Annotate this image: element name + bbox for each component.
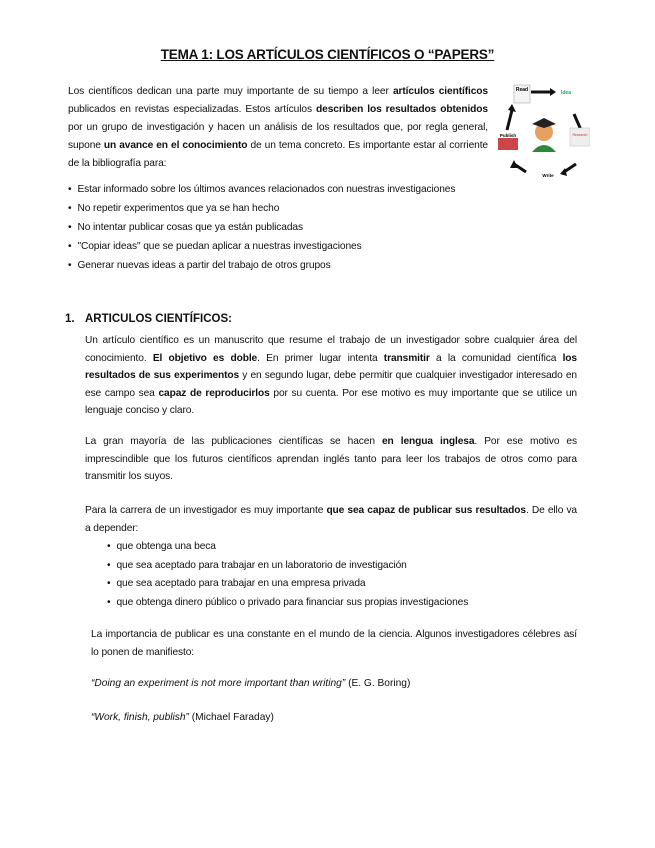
bold-text: artículos científicos (392, 86, 488, 97)
paragraph-ingles (85, 433, 577, 486)
bullet-item: • que sea aceptado para trabajar en un laboratorio de investigación (107, 560, 407, 571)
text-run: Para la carrera de un investigador es muy importante (85, 505, 327, 516)
text-run: Un artículo científico es un manuscrito que resume el trabajo de un investigador sobre cualquier área del conocimiento. (85, 335, 577, 364)
quote-boring (91, 678, 410, 689)
text-run: La importancia de publicar es una constante en el mundo de la ciencia. Algunos investigadores célebres así lo ponen de manifiesto: (91, 629, 577, 658)
label-research: Research (572, 133, 588, 137)
text-run: . Por ese motivo es imprescindible que los futuros científicos aprendan inglés tanto para leer los trabajos de otros como para transmitir los suyos. (85, 436, 577, 482)
bullet-item: • Generar nuevas ideas a partir del trabajo de otros grupos (68, 260, 331, 271)
bold-text: un avance en el conocimiento (103, 140, 248, 151)
bold-text: los resultados de sus experimentos (85, 352, 577, 381)
text-run: y en segundo lugar, debe permitir que cualquier investigador interesado en ese campo sea (85, 370, 577, 399)
quote-author: (Michael Faraday) (188, 712, 274, 723)
quote-author: (E. G. Boring) (345, 678, 411, 689)
bullet-item: • que sea aceptado para trabajar en una empresa privada (107, 578, 365, 589)
section-heading (65, 313, 232, 325)
text-run: de un tema concreto. Es importante estar al corriente de la bibliografía para: (68, 140, 488, 169)
bold-text: El objetivo es doble (152, 352, 258, 364)
quote-faraday (91, 712, 274, 723)
text-run: a la comunidad científica (429, 352, 563, 364)
bullet-item: • que obtenga una beca (107, 541, 216, 552)
bullet-item: • "Copiar ideas" que se puedan aplicar a nuestras investigaciones (68, 241, 362, 252)
bold-text: describen los resultados obtenidos (316, 104, 488, 115)
text-run: . En primer lugar intenta (257, 352, 384, 364)
paragraph-importancia (91, 626, 577, 661)
bold-text: transmitir (383, 352, 430, 364)
paragraph-articulo (85, 332, 577, 420)
intro-paragraph (68, 83, 488, 173)
bullet-item: • No repetir experimentos que ya se han hecho (68, 203, 279, 214)
text-run: por su cuenta. Por ese motivo es muy importante que se utilice un lenguaje conciso y claro. (85, 387, 577, 416)
bold-text: capaz de reproducirlos (158, 387, 270, 399)
label-publish: Publish (499, 133, 517, 138)
research-cycle-image (498, 80, 590, 180)
section-number: 1. (65, 313, 75, 325)
bold-text: en lengua inglesa (381, 436, 475, 447)
text-run: . De ello va a depender: (85, 505, 577, 534)
quote-text: “Doing an experiment is not more important than writing” (91, 678, 346, 689)
label-write: Write (542, 173, 554, 178)
bullet-item: • que obtenga dinero público o privado para financiar sus propias investigaciones (107, 597, 468, 608)
label-read: Read (515, 87, 529, 93)
label-idea: Idea (560, 90, 572, 96)
text-run: por un grupo de investigación y hacen un análisis de los resultados que, por regla general, supone (68, 122, 488, 151)
text-run: La gran mayoría de las publicaciones científicas se hacen (85, 436, 382, 447)
quote-text: “Work, finish, publish” (91, 712, 189, 723)
bullet-item: • No intentar publicar cosas que ya están publicadas (68, 222, 303, 233)
page-title: TEMA 1: LOS ARTÍCULOS CIENTÍFICOS O “PAPERS” (160, 47, 495, 62)
bold-text: que sea capaz de publicar sus resultados (326, 505, 526, 516)
bullet-item: • Estar informado sobre los últimos avances relacionados con nuestras investigaciones (68, 184, 455, 195)
section-title: ARTICULOS CIENTÍFICOS: (85, 313, 232, 325)
text-run: publicados en revistas especializadas. Estos artículos (68, 104, 316, 115)
paragraph-carrera (85, 502, 577, 537)
text-run: Los científicos dedican una parte muy importante de su tiempo a leer (68, 86, 393, 97)
